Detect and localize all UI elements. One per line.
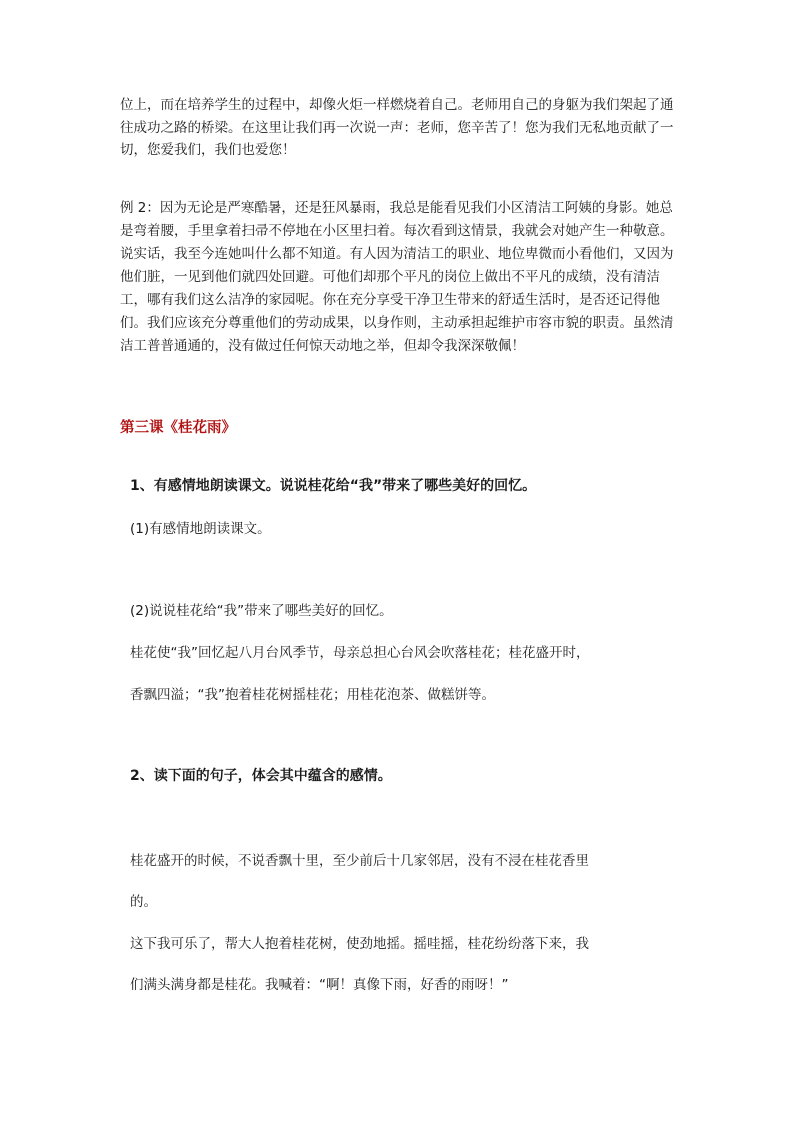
answer-line-1: 桂花使“我”回忆起八月台风季节，母亲总担心台风会吹落桂花；桂花盛开时，	[130, 645, 590, 661]
sentence-1-line-1: 桂花盛开的时候，不说香飘十里，至少前后十几家邻居，没有不浸在桂花香里	[130, 853, 589, 869]
question-1: 1、有感情地朗读课文。说说桂花给“我”带来了哪些美好的回忆。	[130, 478, 537, 494]
sentence-2-line-1: 这下我可乐了，帮大人抱着桂花树，使劲地摇。摇哇摇，桂花纷纷落下来，我	[130, 936, 589, 952]
lesson-title: 第三课《桂花雨》	[120, 420, 236, 436]
question-1-part-a: (1)有感情地朗读课文。	[130, 521, 271, 537]
sentence-1-line-2: 的。	[130, 894, 157, 910]
sentence-2-line-2: 们满头满身都是桂花。我喊着：“啊！真像下雨，好香的雨呀！”	[130, 977, 509, 993]
paragraph-teacher-tribute: 位上，而在培养学生的过程中，却像火炬一样燃烧着自己。老师用自己的身躯为我们架起了通往成功之路的桥梁。在这里让我们再一次说一声：老师，您辛苦了！您为我们无私地贡献了一切，您爱我们，我们也爱您！	[120, 97, 674, 158]
answer-line-2: 香飘四溢；“我”抱着桂花树摇桂花；用桂花泡茶、做糕饼等。	[130, 687, 495, 703]
question-1-part-b: (2)说说桂花给“我”带来了哪些美好的回忆。	[130, 603, 393, 619]
question-2: 2、读下面的句子，体会其中蕴含的感情。	[130, 768, 392, 784]
paragraph-example-2: 例 2：因为无论是严寒酷暑，还是狂风暴雨，我总是能看见我们小区清洁工阿姨的身影。她总是弯着腰，手里拿着扫帚不停地在小区里扫着。每次看到这情景，我就会对她产生一种敬意。说实话，我至今连她叫什么都不知道。有人因为清洁工的职业、地位卑微而小看他们，又因为他们脏，一见到他们就四处回避。可他们却那个平凡的岗位上做出不平凡的成绩，没有清洁工，哪有我们这么洁净的家园呢。你在充分享受干净卫生带来的舒适生活时，是否还记得他们。我们应该充分尊重他们的劳动成果，以身作则，主动承担起维护市容市貌的职责。虽然清洁工普普通通的，没有做过任何惊天动地之举，但却令我深深敬佩！	[120, 200, 674, 354]
